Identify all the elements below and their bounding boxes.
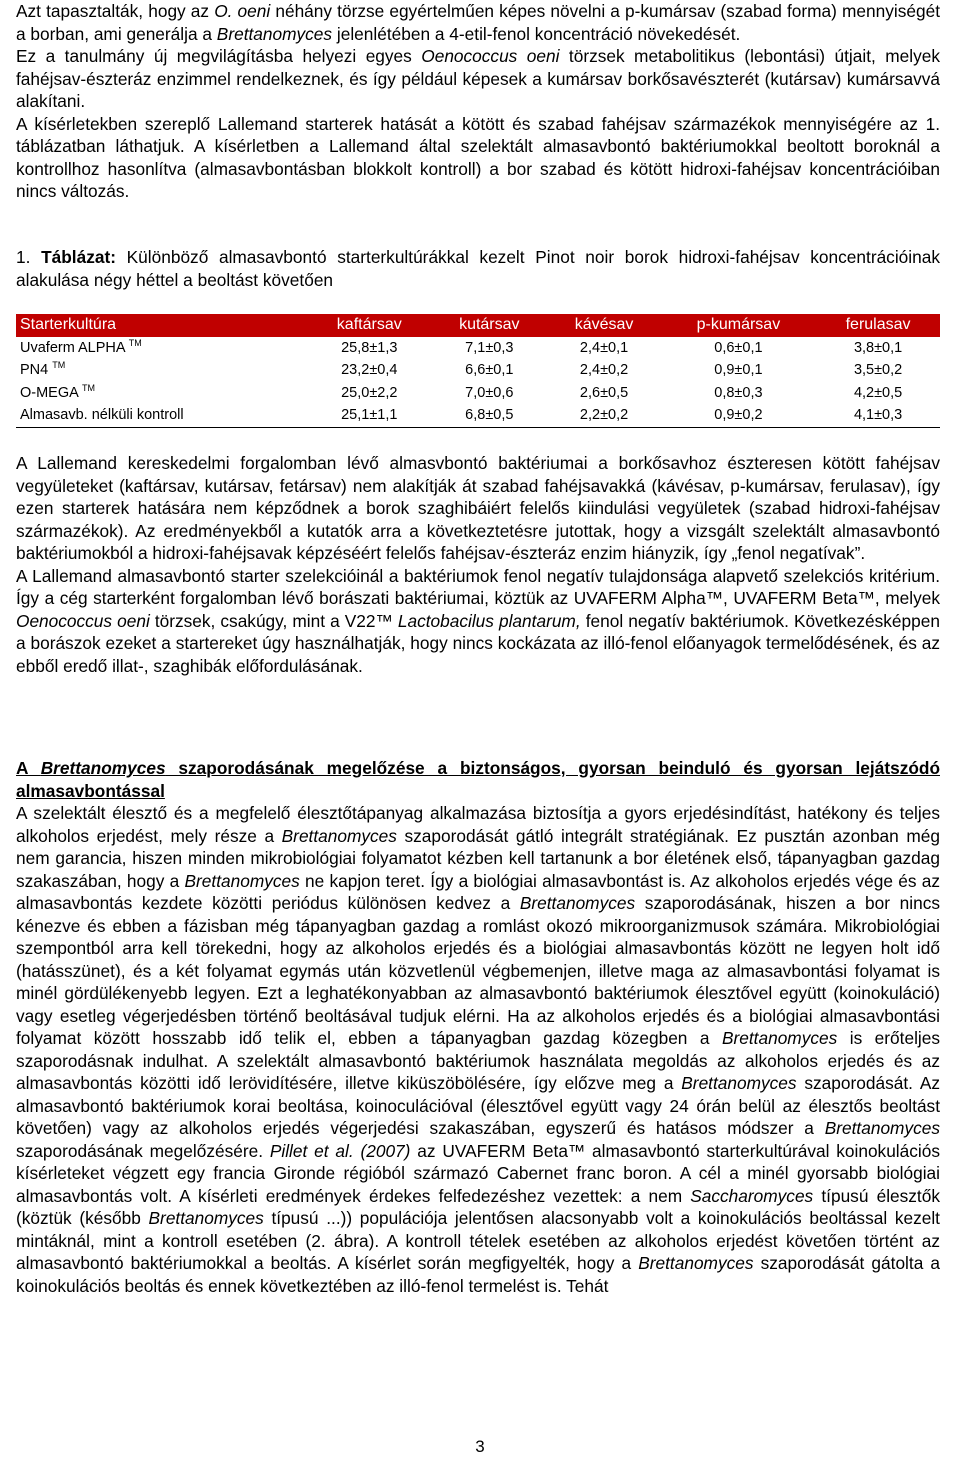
cell-value: 3,5±0,2 [853,362,903,378]
cell-value: 25,1±1,1 [307,404,431,427]
cell-value: 6,6±0,1 [465,362,514,378]
cell-value: 2,4±0,2 [579,362,629,378]
header-ferulasav: ferulasav [816,314,940,337]
row-name: O-MEGA ™ [20,382,96,401]
intro-paragraph-3: A kísérletekben szereplő Lallemand starterek hatását a kötött és szabad fahéjsav származékok mennyiségére az 1. táblázatban láthatjuk. A kísérletben a Lallemand által szelektált almasavbontó baktériumokkal beoltott boroknál a kontrollhoz hasonlítva (almasavbontásban blokkolt kontroll) a bor szabad és kötött hidroxi-fahéjsav koncentrációiban nincs változás. [16,113,940,201]
table-row [16,337,940,360]
intro-paragraph-1: Azt tapasztalták, hogy az O. oeni néhány törzse egyértelműen képes növelni a p-kumársav (szabad forma) mennyiségét a borban, ami generálja a Brettanomyces jelenlétében a 4-etil-fenol koncentráció növekedését. [16,1,941,44]
cell-value: 7,1±0,3 [465,339,514,356]
table-row [16,359,940,382]
header-kavesav: kávésav [547,314,660,337]
header-p-kumarsav: p-kumársav [661,314,816,337]
header-kaftarsav: kaftársav [307,314,431,337]
cell-value: 0,9±0,2 [661,404,816,427]
cell-value: 2,4±0,1 [579,339,629,356]
header-kutarsav: kutársav [431,314,547,337]
cell-value: 0,8±0,3 [714,384,763,401]
intro-section [16,0,940,203]
table-caption: 1. Táblázat: Különböző almasavbontó starterkultúrákkal kezelt Pinot noir borok hidroxi-fahéjsav koncentrációinak alakulása négy héttel a beoltást követően [16,247,940,290]
row-name: Uvaferm ALPHA ™ [20,337,142,356]
cell-value: 6,8±0,5 [431,404,547,427]
page-number: 3 [475,1437,485,1456]
cell-value: 3,8±0,1 [853,339,903,356]
section-body-paragraph: A szelektált élesztő és a megfelelő élesztőtápanyag alkalmazása biztosítja a gyors erjedésindítást, hatékony és teljes alkoholos erjedést, mely része a Brettanomyces szaporodását gátló integrált stratégiának. Ez pusztán azonban még nem garancia, hiszen minden mikrobiológiai folyamatot kézben kell tartanunk a bor életének első, tápanyagban gazdag szakaszában, hogy a Brettanomyces ne kapjon teret. Így a biológiai almasavbontást is. Az alkoholos erjedés vége és az almasavbontás kezdete közötti periódus különösen kedvez a Brettanomyces szaporodásának, hiszen a bor nincs kénezve és ebben a fázisban még tápanyagban gazdag a romlást okozó mikroorganizmusok számára. Mikrobiológiai szempontból arra kell törekedni, hogy az alkoholos erjedés és a biológiai almasavbontás között ne legyen holt idő (hatásszünet), és a két folyamat egymás után közvetlenül végbemenjen, illetve maga az almasavbontási folyamat is minél gördülékenyebb legyen. Ezt a leghatékonyabban az almasavbontó baktériumok élesztővel együtt (koinokuláció) vagy esetleg végerjedésben történő beoltásával tudjuk elérni. Ha az alkoholos erjedés és a biológiai almasavbontási folyamat között hosszabb idő telik el, ebben a tápanyagban gazdag közegben a Brettanomyces is erőteljes szaporodásnak indulhat. A szelektált almasavbontó baktériumok használata megoldás az alkoholos erjedés és az almasavbontás közötti idő lerövidítésére, illetve kiküszöbölésére, így előzve meg a Brettanomyces szaporodását. Az almasavbontó baktériumok korai beoltása, koinoculációval (élesztővel együtt vagy 24 órán belül az élesztős beoltást követően) vagy az alkoholos erjedés végerjedési szakaszában, egyszerű és hatásos módszer a Brettanomyces szaporodásának megelőzésére. Pillet et al. (2007) az UVAFERM Beta™ almasavbontó starterkultúrával koinokulációs kísérleteket végzett egy francia Gironde régióból származó Cabernet franc boron. A cél a minél gyorsabb biológiai almasavbontás volt. A kísérleti eredmények érdekes felfedezéshez vezettek: a nem Saccharomyces típusú élesztők (köztük (később Brettanomyces típusú ...)) populációja jelentősen alacsonyabb volt a koinokulációs beoltással kezelt mintáknál, mint a kontroll esetében (2. ábra). A kontroll tételek esetében az alkoholos erjedést követően történt az almasavbontó baktériumokkal a beoltás. A kísérlet során megfigyelték, hogy a Brettanomyces szaporodását gátolta a koinokulációs beoltás és ennek következtében az illó-fenol termelést is. Tehát [16,803,940,1296]
concentration-table [16,314,940,428]
cell-value: 25,8±1,3 [341,339,398,356]
cell-value: 4,1±0,3 [816,404,940,427]
cell-value: 2,6±0,5 [579,384,629,401]
body-section [16,452,940,677]
cell-value: 25,0±2,2 [341,384,398,401]
cell-value: 4,2±0,5 [853,384,903,401]
body-paragraph-2: A Lallemand almasavbontó starter szelekcióinál a baktériumok fenol negatív tulajdonsága alapvető szelekciós kritérium. Így a cég starterként forgalomban lévő borászati baktériumai, köztük az UVAFERM Alpha™, UVAFERM Beta™, melyek Oenococcus oeni törzsek, csakúgy, mint a V22™ Lactobacilus plantarum, fenol negatív baktériumok. Következésképpen a borászok ezeket a startereket úgy használhatják, hogy nincs kockázata az illó-fenol előanyagok termelődésének, és az ebből eredő illat-, szaghibák előfordulásának. [16,565,940,676]
section-heading: A Brettanomyces szaporodásának megelőzése a biztonságos, gyorsan beinduló és gyorsan lejátszódó almasavbontással [16,758,940,801]
cell-value: 0,6±0,1 [714,339,763,356]
table-row [16,404,940,427]
section-body [16,802,940,1297]
row-name: Almasavb. nélküli kontroll [16,404,307,427]
cell-value: 23,2±0,4 [341,362,398,378]
header-starterkultura: Starterkultúra [16,314,307,337]
intro-paragraph-2: Ez a tanulmány új megvilágításba helyezi egyes Oenococcus oeni törzsek metabolitikus (lebontási) útjait, melyek fahéjsav-észteráz enzimmel rendelkeznek, és így például képesek a kumársav borkősavészterét (kutársav) kumársavvá alakítani. [16,46,940,111]
body-paragraph-1: A Lallemand kereskedelmi forgalomban lévő almasvbontó baktériumai a borkősavhoz észteresen kötött fahéjsav vegyületeket (kaftársav, kutársav, fetársav) nem alakítják át szabad fahéjsavakká (kávésav, p-kumársav, ferulasav), így ezen starterek hatására nem képződnek a borok szaghibáiért felelős kiindulási vegyületek (szabad hidroxi-fahéjsav származékok). Az eredményekből a kutatók arra a következtetésre jutottak, hogy a vizsgált szelektált almasavbontó baktériumokból a hidroxi-fahéjsavak képzéséért felelős fahéjsav-észteráz enzim hiányzik, így „fenol negatívak”. [16,453,940,563]
table-row [16,382,940,405]
table-header-row [16,314,940,337]
cell-value: 7,0±0,6 [465,384,514,401]
cell-value: 2,2±0,2 [547,404,660,427]
cell-value: 0,9±0,1 [714,362,763,378]
row-name: PN4 ™ [20,360,66,378]
